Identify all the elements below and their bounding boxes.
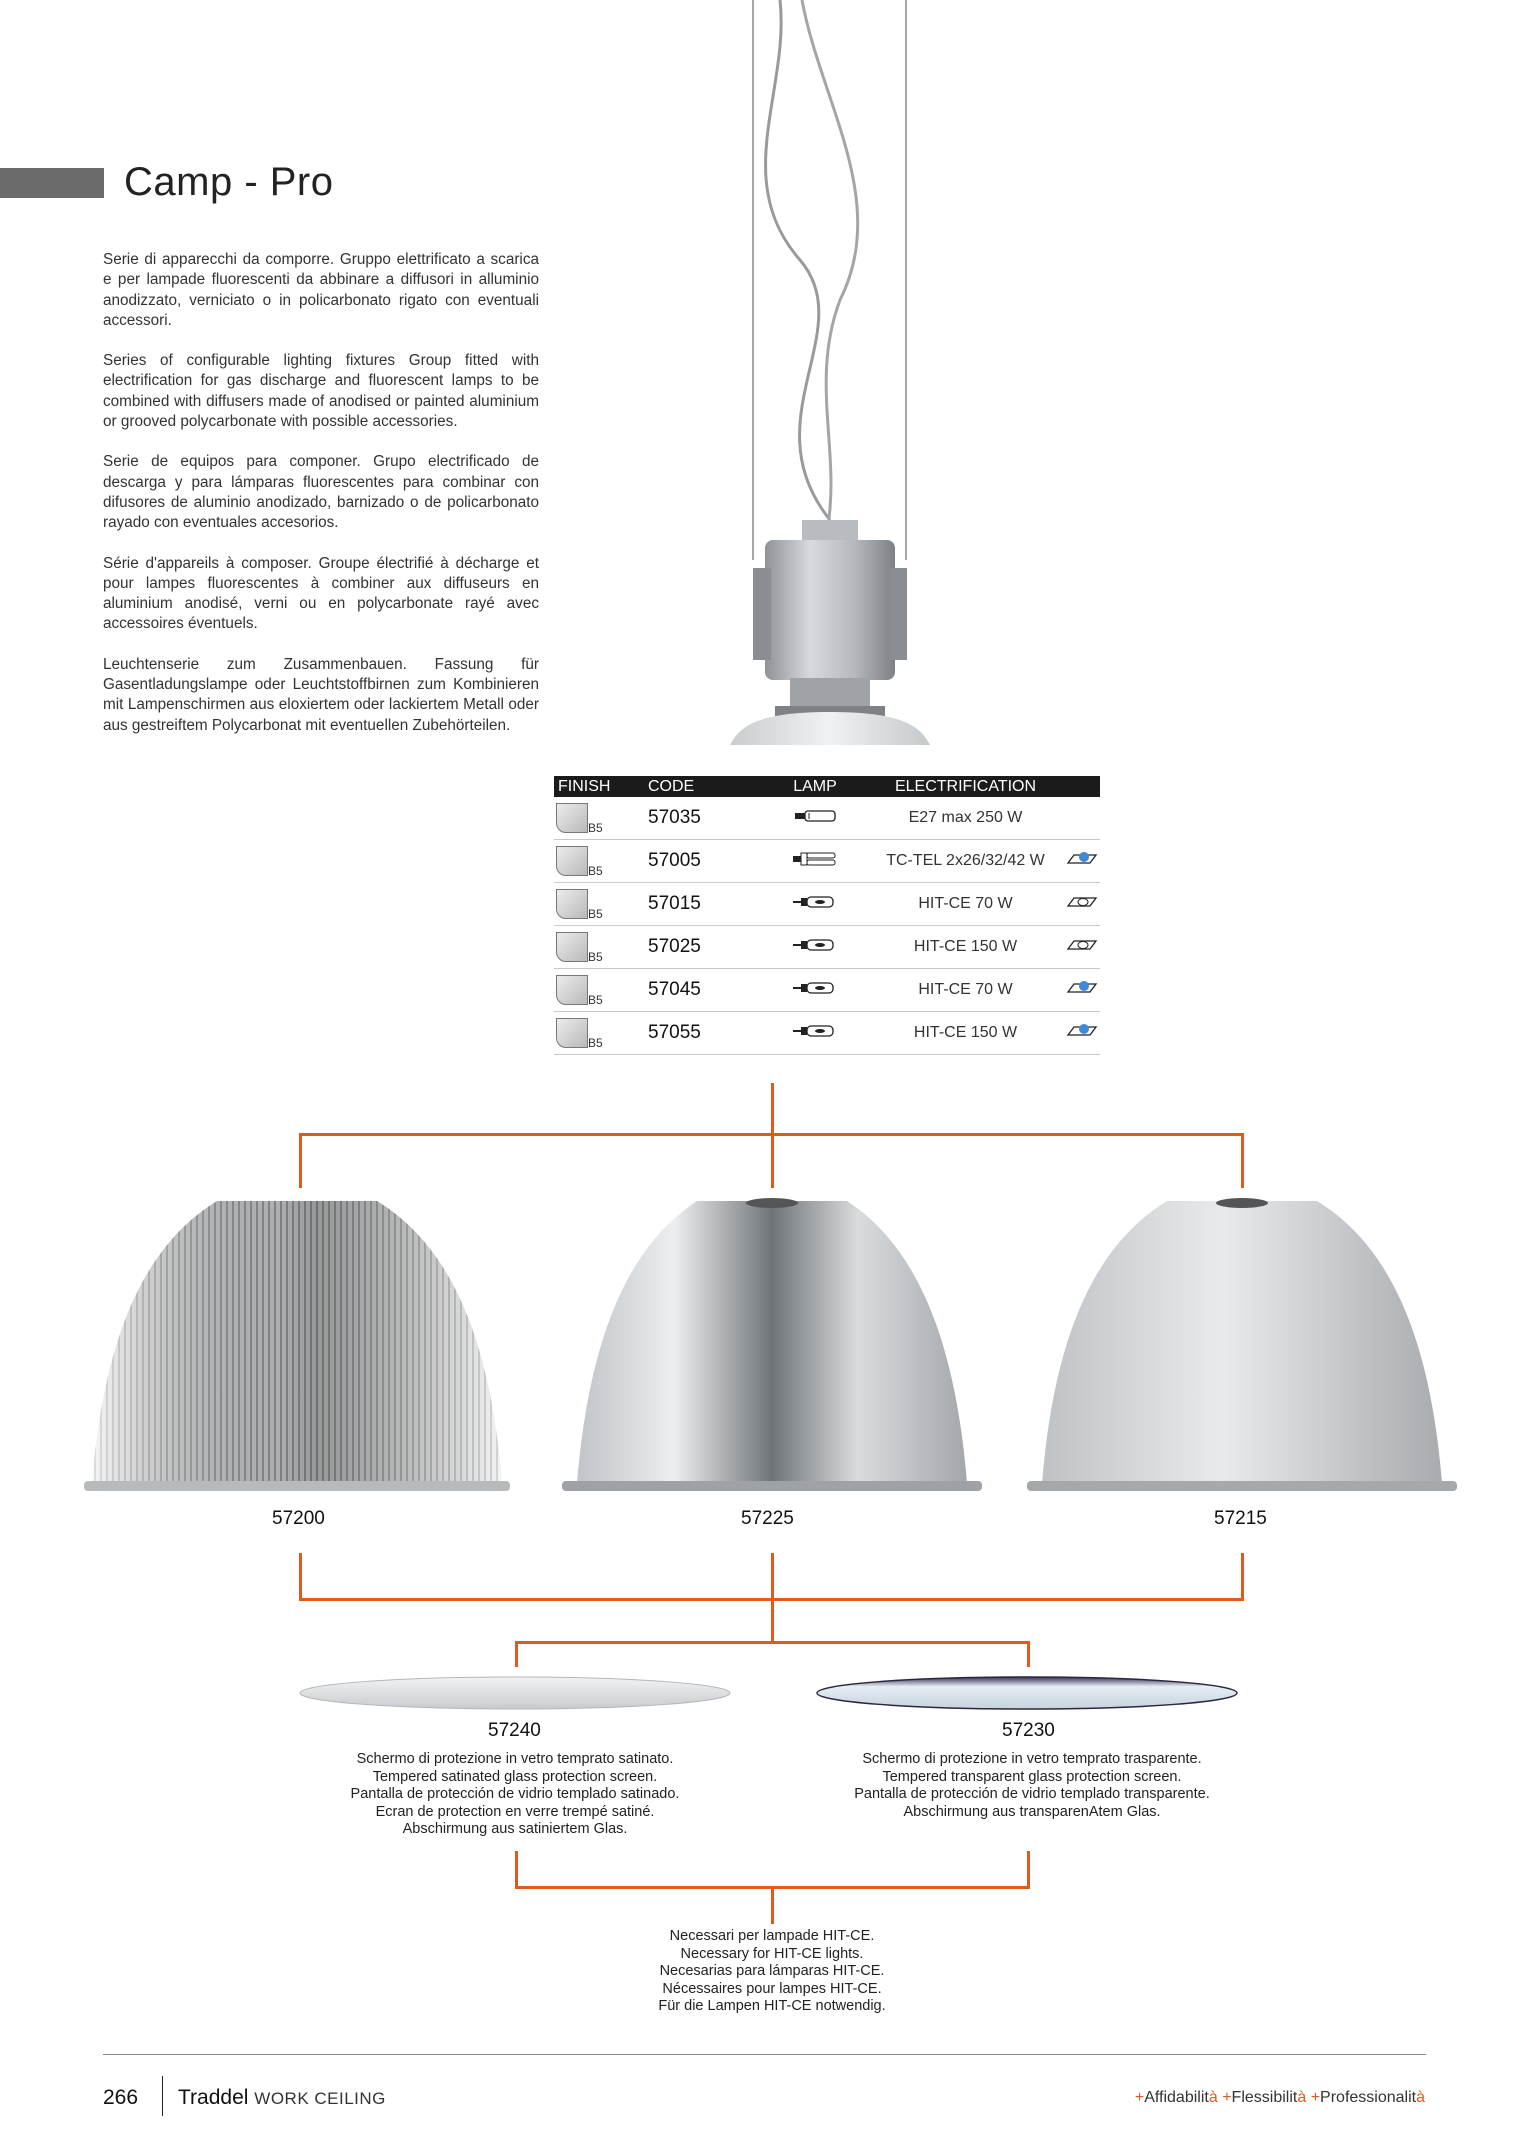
desc-line: Abschirmung aus transparenAtem Glas. bbox=[903, 1803, 1161, 1820]
desc-line: Schermo di protezione in vetro temprato satinato. bbox=[356, 1751, 674, 1767]
header-electrification: ELECTRIFICATION bbox=[865, 776, 1066, 797]
tagline-accent: à bbox=[1416, 2089, 1425, 2106]
finish-cell bbox=[554, 969, 648, 1012]
reflector-code: 57225 bbox=[741, 1508, 794, 1529]
desc-line: Tempered satinated glass protection screen. bbox=[372, 1768, 658, 1785]
intro-es: Serie de equipos para componer. Grupo electrificado de descarga y para lámparas fluorescentes para combinar con difusores de aluminio anodizado, barnizado o de policarbonato rayado con eventuales accesorios. bbox=[103, 453, 539, 532]
hit-ce-note bbox=[572, 1928, 972, 2016]
screen-description-transparent bbox=[812, 1751, 1252, 1821]
desc-line: Pantalla de protección de vidrio templado transparente. bbox=[854, 1786, 1210, 1802]
hit-ce-lamp-icon bbox=[765, 883, 865, 926]
tagline-word: Affidabilit bbox=[1144, 2089, 1209, 2106]
screen-code: 57230 bbox=[1002, 1720, 1055, 1741]
code-cell: 57035 bbox=[648, 797, 765, 840]
connector-line bbox=[1241, 1133, 1244, 1188]
transparent-screen-image bbox=[815, 1673, 1240, 1713]
pendant-fixture-image bbox=[660, 0, 1000, 745]
desc-line: Tempered transparent glass protection screen. bbox=[882, 1768, 1182, 1785]
connector-line bbox=[1027, 1641, 1030, 1667]
footer-tagline bbox=[1135, 2089, 1425, 2107]
ballast-icon bbox=[1066, 926, 1100, 969]
ballast-icon bbox=[1066, 883, 1100, 926]
screen-description-satinated bbox=[310, 1751, 720, 1839]
intro-en: Series of configurable lighting fixtures Group fitted with electrification for gas discharge and fluorescent lamps to be combined with diffusers made of anodised or painted aluminium or grooved polycarbonate with possible accessories. bbox=[103, 352, 539, 431]
electrification-cell: E27 max 250 W bbox=[865, 797, 1066, 840]
reflector-polycarbonate-image bbox=[82, 1193, 512, 1498]
tagline-plus: + bbox=[1134, 2089, 1145, 2106]
finish-label: B5 bbox=[588, 864, 603, 878]
connector-line bbox=[299, 1133, 302, 1188]
code-cell: 57055 bbox=[648, 1012, 765, 1055]
connector-line bbox=[1027, 1851, 1030, 1889]
finish-label: B5 bbox=[588, 993, 603, 1007]
header-ballast bbox=[1066, 776, 1100, 797]
finish-cell bbox=[554, 797, 648, 840]
page-title: Camp - Pro bbox=[124, 160, 334, 204]
electronic-ballast-icon bbox=[1066, 840, 1100, 883]
electrification-cell: TC-TEL 2x26/32/42 W bbox=[865, 840, 1066, 883]
desc-line: Abschirmung aus satiniertem Glas. bbox=[402, 1821, 628, 1837]
finish-cell bbox=[554, 926, 648, 969]
satinated-screen-image bbox=[298, 1673, 733, 1713]
tagline-plus: + bbox=[1222, 2089, 1232, 2106]
page-number: 266 bbox=[103, 2086, 139, 2109]
finish-swatch bbox=[556, 1018, 588, 1048]
finish-swatch bbox=[556, 975, 588, 1005]
code-cell: 57025 bbox=[648, 926, 765, 969]
note-line: Necesarias para lámparas HIT-CE. bbox=[659, 1963, 885, 1979]
table-row bbox=[554, 969, 1100, 1012]
electrification-cell: HIT-CE 70 W bbox=[865, 883, 1066, 926]
intro-fr: Série d'appareils à composer. Groupe électrifié à décharge et pour lampes fluorescentes à combiner aux diffuseurs en aluminium anodisé, verni ou en polycarbonate rayé avec accessoires éventuels. bbox=[103, 554, 539, 633]
finish-label: B5 bbox=[588, 821, 603, 835]
table-row bbox=[554, 926, 1100, 969]
product-table bbox=[554, 776, 1100, 1055]
note-line: Necessari per lampade HIT-CE. bbox=[669, 1928, 875, 1944]
header-lamp: LAMP bbox=[765, 776, 865, 797]
hit-ce-lamp-icon bbox=[765, 926, 865, 969]
electronic-ballast-icon bbox=[1066, 969, 1100, 1012]
note-line: Nécessaires pour lampes HIT-CE. bbox=[662, 1980, 882, 1997]
electronic-ballast-icon bbox=[1066, 1012, 1100, 1055]
footer-divider bbox=[103, 2054, 1426, 2055]
connector-line bbox=[515, 1851, 518, 1889]
title-bar bbox=[0, 168, 104, 198]
intro-de: Leuchtenserie zum Zusammenbauen. Fassung für Gasentladungslampe oder Leuchtstoffbirnen zum Kombinieren mit Lampenschirmen aus eloxiertem oder lackiertem Metall oder aus gestreiftem Polycarbonat mit eventuellen Zubehörteilen. bbox=[103, 655, 539, 734]
table-row bbox=[554, 883, 1100, 926]
finish-label: B5 bbox=[588, 907, 603, 921]
table-row bbox=[554, 797, 1100, 840]
tagline-word: Professionalit bbox=[1320, 2089, 1417, 2106]
finish-label: B5 bbox=[588, 950, 603, 964]
finish-swatch bbox=[556, 889, 588, 919]
hit-ce-lamp-icon bbox=[765, 969, 865, 1012]
reflector-anodised-image bbox=[557, 1193, 987, 1498]
tagline-plus: + bbox=[1310, 2089, 1321, 2106]
reflector-painted-image bbox=[1022, 1193, 1462, 1498]
connector-line bbox=[771, 1133, 774, 1188]
connector-line bbox=[515, 1641, 1030, 1644]
finish-swatch bbox=[556, 803, 588, 833]
desc-line: Ecran de protection en verre trempé satiné. bbox=[375, 1803, 655, 1820]
finish-label: B5 bbox=[588, 1036, 603, 1050]
connector-line bbox=[771, 1553, 774, 1601]
table-row bbox=[554, 1012, 1100, 1055]
electrification-cell: HIT-CE 150 W bbox=[865, 1012, 1066, 1055]
connector-line bbox=[771, 1083, 774, 1133]
note-line: Für die Lampen HIT-CE notwendig. bbox=[658, 1998, 886, 2014]
table-row bbox=[554, 840, 1100, 883]
intro-text bbox=[103, 250, 539, 756]
code-cell: 57045 bbox=[648, 969, 765, 1012]
connector-line bbox=[299, 1553, 302, 1601]
reflector-code: 57215 bbox=[1214, 1508, 1267, 1529]
reflector-code: 57200 bbox=[272, 1508, 325, 1529]
finish-cell bbox=[554, 1012, 648, 1055]
desc-line: Pantalla de protección de vidrio templado satinado. bbox=[350, 1786, 680, 1802]
note-line: Necessary for HIT-CE lights. bbox=[680, 1945, 864, 1962]
finish-swatch bbox=[556, 846, 588, 876]
code-cell: 57005 bbox=[648, 840, 765, 883]
finish-swatch bbox=[556, 932, 588, 962]
desc-line: Schermo di protezione in vetro temprato trasparente. bbox=[862, 1751, 1202, 1767]
code-cell: 57015 bbox=[648, 883, 765, 926]
connector-line bbox=[771, 1598, 774, 1644]
header-code: CODE bbox=[648, 776, 765, 797]
brand-section: WORK CEILING bbox=[254, 2089, 386, 2108]
connector-line bbox=[1241, 1553, 1244, 1601]
screen-code: 57240 bbox=[488, 1720, 541, 1741]
electrification-cell: HIT-CE 70 W bbox=[865, 969, 1066, 1012]
e27-lamp-icon bbox=[765, 797, 865, 840]
tagline-accent: à bbox=[1297, 2089, 1307, 2106]
footer-separator bbox=[162, 2076, 163, 2116]
ballast-empty bbox=[1066, 797, 1100, 840]
connector-line bbox=[771, 1886, 774, 1924]
hit-ce-lamp-icon bbox=[765, 1012, 865, 1055]
electrification-cell: HIT-CE 150 W bbox=[865, 926, 1066, 969]
connector-line bbox=[515, 1641, 518, 1667]
tagline-accent: à bbox=[1208, 2089, 1218, 2106]
intro-it: Serie di apparecchi da comporre. Gruppo elettrificato a scarica e per lampade fluorescenti da abbinare a diffusori in alluminio anodizzato, verniciato o in policarbonato rigato con eventuali accessori. bbox=[103, 251, 539, 329]
brand-name: Traddel bbox=[178, 2086, 249, 2109]
footer-brand bbox=[178, 2086, 386, 2110]
finish-cell bbox=[554, 883, 648, 926]
finish-cell bbox=[554, 840, 648, 883]
header-finish: FINISH bbox=[554, 776, 648, 797]
tagline-word: Flessibilit bbox=[1231, 2089, 1298, 2106]
table-header-row bbox=[554, 776, 1100, 797]
tc-tel-lamp-icon bbox=[765, 840, 865, 883]
